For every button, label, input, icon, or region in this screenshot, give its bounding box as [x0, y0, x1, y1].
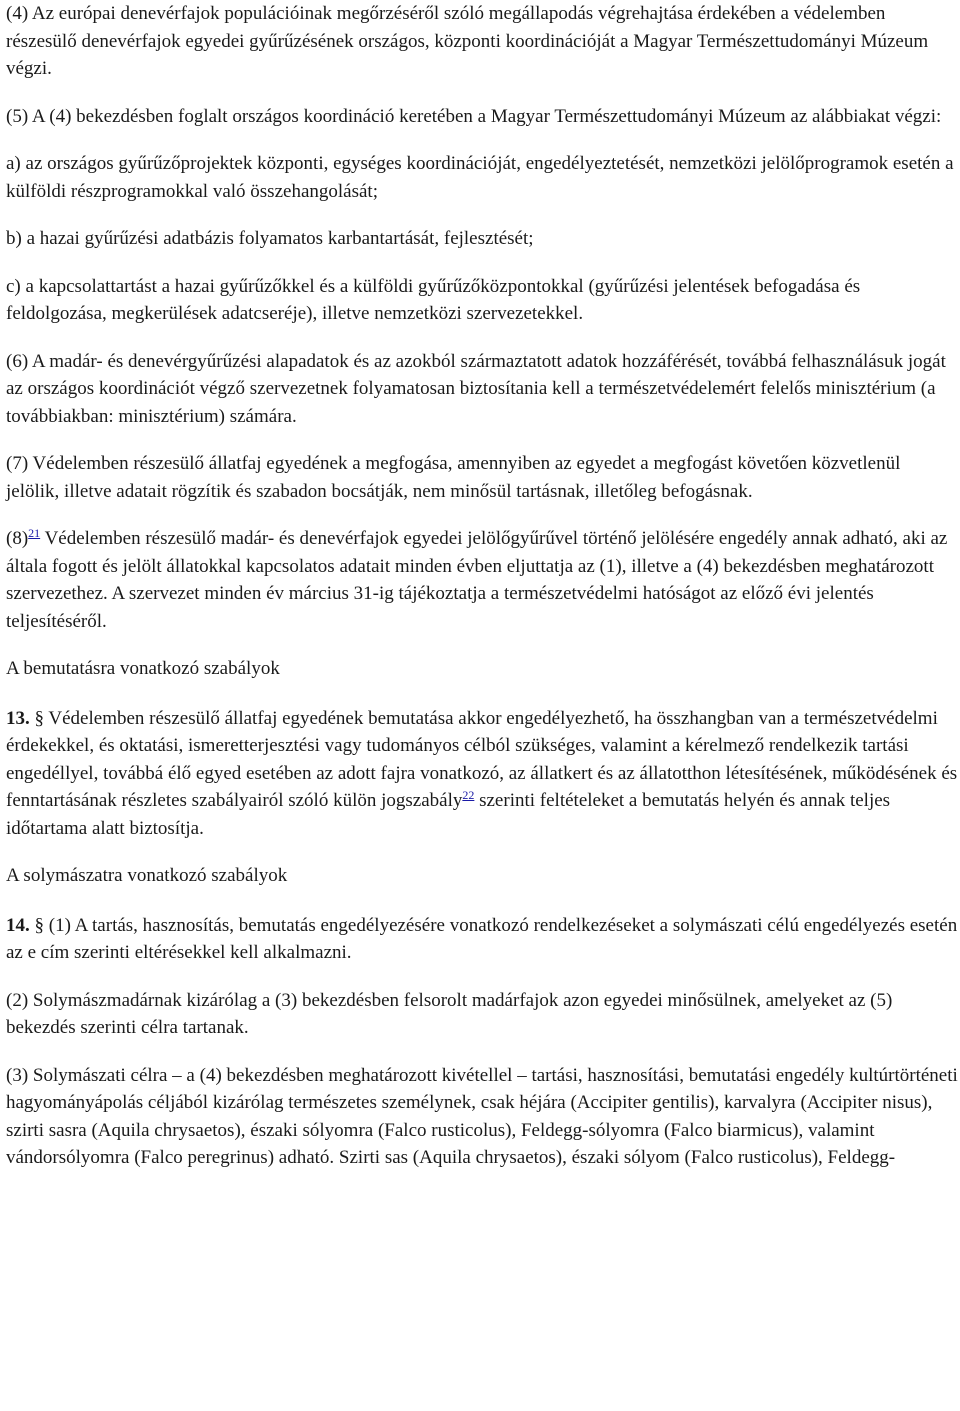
section-13-number: 13. — [6, 707, 30, 729]
list-item-b: b) a hazai gyűrűzési adatbázis folyamatos karbantartását, fejlesztését; — [6, 228, 534, 249]
paragraph-5: (5) A (4) bekezdésben foglalt országos koordináció keretében a Magyar Természettudományi Múzeum az alábbiakat végzi: — [6, 105, 942, 127]
paragraph-8-text: Védelemben részesülő madár- és denevérfajok egyedei jelölőgyűrűvel történő jelölésére engedély annak adható, aki az általa fogott és jelölt állatokkal kapcsolatos adatait minden évben eljuttatja az (1), illetve a (4) bekezdésben meghatározott szervezethez. A szervezet minden év március 31-ig tájékoztatja a természetvédelmi hatóságot az előző évi jelentés teljesítéséről. — [6, 528, 948, 632]
list-item-a: a) az országos gyűrűzőprojektek központi, egységes koordinációját, engedélyeztetését, nemzetközi jelölőprogramok esetén a külföldi részprogramokkal való összehangolását; — [6, 153, 954, 202]
paragraph-7: (7) Védelemben részesülő állatfaj egyedének a megfogása, amennyiben az egyedet a megfogást követően közvetlenül jelölik, illetve adatait rögzítik és szabadon bocsátják, nem minősül tartásnak, illetőleg befogásnak. — [6, 453, 901, 502]
heading-bemutatas: A bemutatásra vonatkozó szabályok — [6, 658, 280, 679]
section-13-text-a: Védelemben részesülő állatfaj egyedének bemutatása akkor engedélyezhető, ha összhangban van a természetvédelmi érdekekkel, és oktatási, ismeretterjesztési vagy tudományos célból szükséges, valamint a kérelmező rendelkezik tartási engedéllyel, továbbá élő egyed esetében az adott fajra vonatkozó, az állatkert és az állatotthon létesítésének, működésének és fenntartásának részletes szabályairól szóló külön jogszabály — [6, 707, 958, 811]
section-sign-icon: § — [34, 707, 44, 729]
footnote-link-21[interactable]: 21 — [28, 526, 41, 540]
paragraph-6: (6) A madár- és denevérgyűrűzési alapadatok és az azokból származtatott adatok hozzáférését, továbbá felhasználásuk jogát az országos koordinációt végző szervezetnek folyamatosan biztosítania kell a természetvédelemért felelős minisztérium (a továbbiakban: minisztérium) számára. — [6, 350, 946, 427]
section-14-number: 14. — [6, 914, 30, 936]
section-sign-icon: § — [34, 914, 44, 936]
section-13 — [6, 705, 958, 843]
section-14-paragraph-3: (3) Solymászati célra – a (4) bekezdésben meghatározott kivétellel – tartási, hasznosítási, bemutatási engedély kultúrtörténeti hagyományápolás céljából kizárólag természetes személynek, csak héjára (Accipiter gentilis), karvalyra (Accipiter nisus), szirti sasra (Aquila chrysaetos), északi sólyomra (Falco rusticolus), Feldegg-sólyomra (Falco biarmicus), valamint vándorsólyomra (Falco peregrinus) adható. Szirti sas (Aquila chrysaetos), északi sólyom (Falco rusticolus), Feldegg- — [6, 1064, 958, 1168]
paragraph-8-number: (8) — [6, 528, 29, 549]
paragraph-4: (4) Az európai denevérfajok populációinak megőrzéséről szóló megállapodás végrehajtása érdekében a védelemben részesülő denevérfajok egyedei gyűrűzésének országos, központi koordinációját a Magyar Természettudományi Múzeum végzi. — [6, 3, 929, 79]
section-14-paragraph-1 — [6, 912, 958, 967]
list-item-c: c) a kapcsolattartást a hazai gyűrűzőkkel és a külföldi gyűrűzőközpontokkal (gyűrűzési jelentések befogadása és feldolgozása, megkerülések adatcseréje), illetve nemzetközi szervezetekkel. — [6, 275, 861, 324]
section-14-text-1: (1) A tartás, hasznosítás, bemutatás engedélyezésére vonatkozó rendelkezéseket a solymászati célú engedélyezés esetén az e cím szerinti eltérésekkel kell alkalmazni. — [6, 914, 958, 963]
document-page — [6, 0, 958, 1192]
heading-solymaszat: A solymászatra vonatkozó szabályok — [6, 865, 288, 886]
section-14-paragraph-2: (2) Solymászmadárnak kizárólag a (3) bekezdésben felsorolt madárfajok azon egyedei minősülnek, amelyeket az (5) bekezdés szerinti célra tartanak. — [6, 989, 893, 1038]
footnote-link-22[interactable]: 22 — [462, 788, 475, 802]
section-13-text-b: szerinti feltételeket a bemutatás helyén és annak teljes időtartama alatt biztosítja. — [6, 790, 891, 839]
paragraph-8 — [6, 525, 958, 635]
